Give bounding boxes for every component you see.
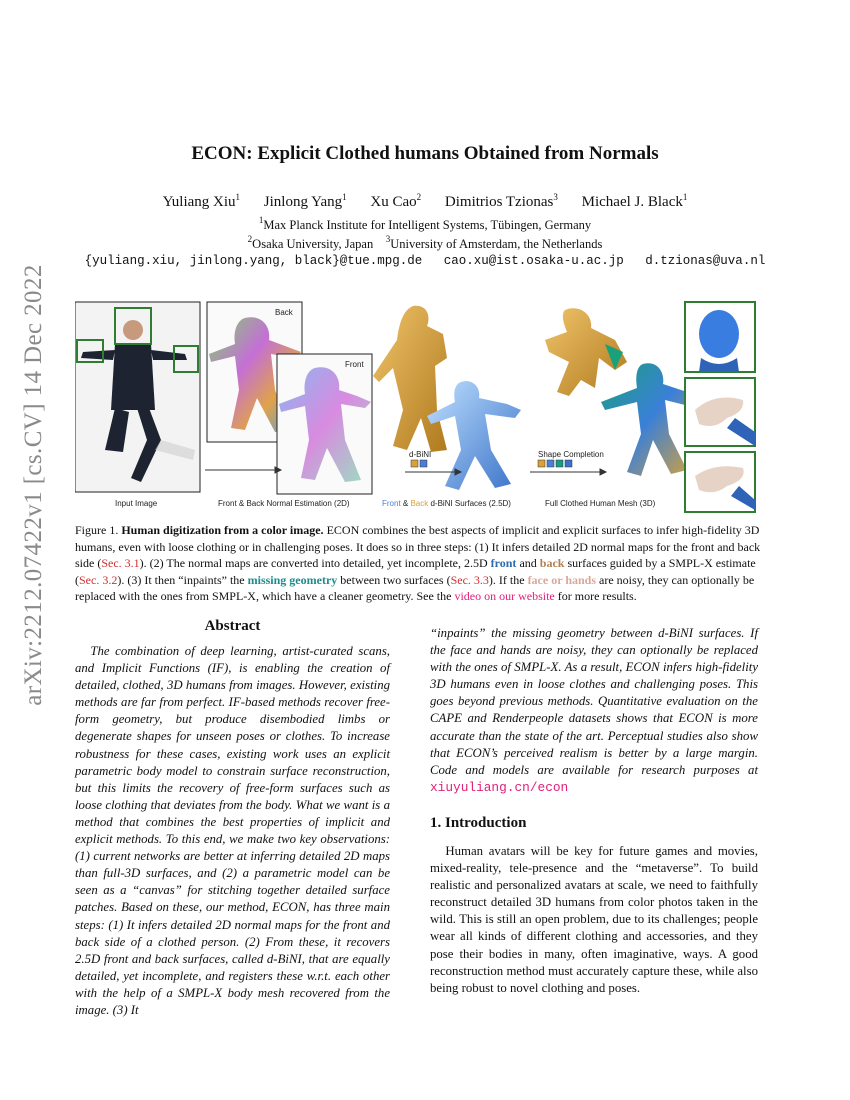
panel-label-normals: Front & Back Normal Estimation (2D) — [218, 499, 350, 508]
paper-title: ECON: Explicit Clothed humans Obtained from Normals — [191, 143, 659, 164]
pipeline-arrows — [205, 467, 606, 475]
author: Michael J. Black$^1$ — [581, 192, 688, 210]
zoom-crops — [685, 302, 755, 512]
arxiv-stamp: arXiv:2212.07422v1 [cs.CV] 14 Dec 2022 — [20, 264, 47, 706]
email: d.tzionas@uva.nl — [645, 254, 766, 268]
panel-label-dbini: Front & Back d-BiNI Surfaces (2.5D) — [382, 499, 511, 508]
teaser-illustration — [75, 300, 765, 515]
project-url-link[interactable]: xiuyuliang.cn/econ — [430, 779, 569, 795]
abstract-continued: “inpaints” the missing geometry between d-BiNI surfaces. If the face and hands are noisy, they can optionally be replaced with the ones of SMPL-X. As a result, ECON infers high-fidelity 3D humans even in loose clothes and challenging poses. This goes beyond previous methods. Quantitative evaluation on the CAPE and Renderpeople datasets shows that ECON is more accurate than the state of the art. Perceptual studies also show that ECON’s perceived realism is better by a large margin. Code and models are available for research purposes at xiuyuliang.cn/econ — [430, 626, 758, 795]
dbini-swatches — [411, 460, 427, 467]
author: Yuliang Xiu$^1$ — [162, 192, 241, 210]
input-image-panel — [75, 302, 200, 492]
email: cao.xu@ist.osaka-u.ac.jp — [443, 254, 624, 268]
back-tag: Back — [275, 308, 293, 317]
intro-heading: 1. Introduction — [430, 815, 527, 831]
teaser-figure — [75, 300, 765, 515]
section-link[interactable]: Sec. 3.3 — [450, 572, 489, 587]
section-link[interactable]: Sec. 3.1 — [101, 556, 140, 570]
intro-text: Human avatars will be key for future games and movies, mixed-reality, tele-presence and the “metaverse”. To build realistic and personalized avatars at scale, we need to faithfully reconstruct detailed 3D humans from color photos taken in the wild. This is still an open problem, due to its challenges; people wear all kinds of different clothing and accessories, and they pose their bodies in many, often imaginative, ways. A good reconstruction method must accurately capture these, while also being robust to novel clothing and poses. — [430, 844, 758, 995]
completion-swatches — [538, 460, 572, 467]
abstract-heading: Abstract — [204, 618, 261, 634]
email: {yuliang.xiu, jinlong.yang, black}@tue.mpg.de — [84, 254, 423, 268]
video-link[interactable]: video on our website — [454, 589, 555, 603]
author: Dimitrios Tzionas$^3$ — [444, 192, 558, 210]
front-tag: Front — [345, 360, 364, 369]
normal-maps-panel — [207, 302, 372, 494]
author: Jinlong Yang$^1$ — [263, 192, 347, 210]
author-emails — [0, 254, 850, 268]
panel-label-full-mesh: Full Clothed Human Mesh (3D) — [545, 499, 656, 508]
affiliation-line-2: $^2$Osaka University, Japan $^3$University of Amsterdam, the Netherlands — [247, 234, 603, 251]
abstract-text: The combination of deep learning, artist-curated scans, and Implicit Functions (IF), is enabling the creation of detailed, clothed, 3D humans from images. However, existing methods are far from perfect. IF-based methods recover free-form geometry, but produce disembodied limbs or degenerate shapes for unseen poses or clothes. To increase robustness for these cases, existing work uses an explicit parametric body model to constrain surface reconstruction, but this limits the recovery of free-form surfaces such as loose clothing that deviates from the body. What we want is a method that combines the best properties of implicit and explicit methods. To this end, we make two key observations: (1) current networks are better at inferring detailed 2D maps than full-3D surfaces, and (2) a parametric model can be seen as a “canvas” for stitching together detailed surface patches. Based on these, our method, ECON, has three main steps: (1) It infers detailed 2D normal maps for the front and back side of a clothed person. (2) From these, it recovers 2.5D front and back surfaces, called d-BiNI, that are equally detailed, yet incomplete, and registers these w.r.t. each other with the help of a SMPL-X body mesh recovered from the image. (3) It — [75, 644, 390, 1017]
dbini-surfaces — [373, 306, 521, 490]
author: Xu Cao$^2$ — [370, 192, 422, 210]
panel-label-input: Input Image — [115, 499, 158, 508]
author-list — [0, 192, 850, 211]
shape-completion-label: Shape Completion — [538, 450, 604, 459]
section-link[interactable]: Sec. 3.2 — [79, 572, 118, 587]
affiliation-line-1: $^1$Max Planck Institute for Intelligent Systems, Tübingen, Germany — [258, 215, 592, 232]
figure-caption: Figure 1. Human digitization from a color image. ECON combines the best aspects of implicit and explicit surfaces to infer high-fidelity 3D humans, even with loose clothing or in challenging poses. It does so in three steps: (1) It infers detailed 2D normal maps for the front and back side (Sec. 3.1). (2) The normal maps are converted into detailed, yet incomplete, 2.5D front and back surfaces guided by a SMPL-X estimate (Sec. 3.2). (3) It then “inpaints” the missing geometry between two surfaces (Sec. 3.3). If the face or hands are noisy, they can optionally be replaced with the ones from SMPL-X, which have a cleaner geometry. See the video on our website for more results. — [75, 523, 761, 603]
dbini-label: d-BiNI — [409, 450, 432, 459]
